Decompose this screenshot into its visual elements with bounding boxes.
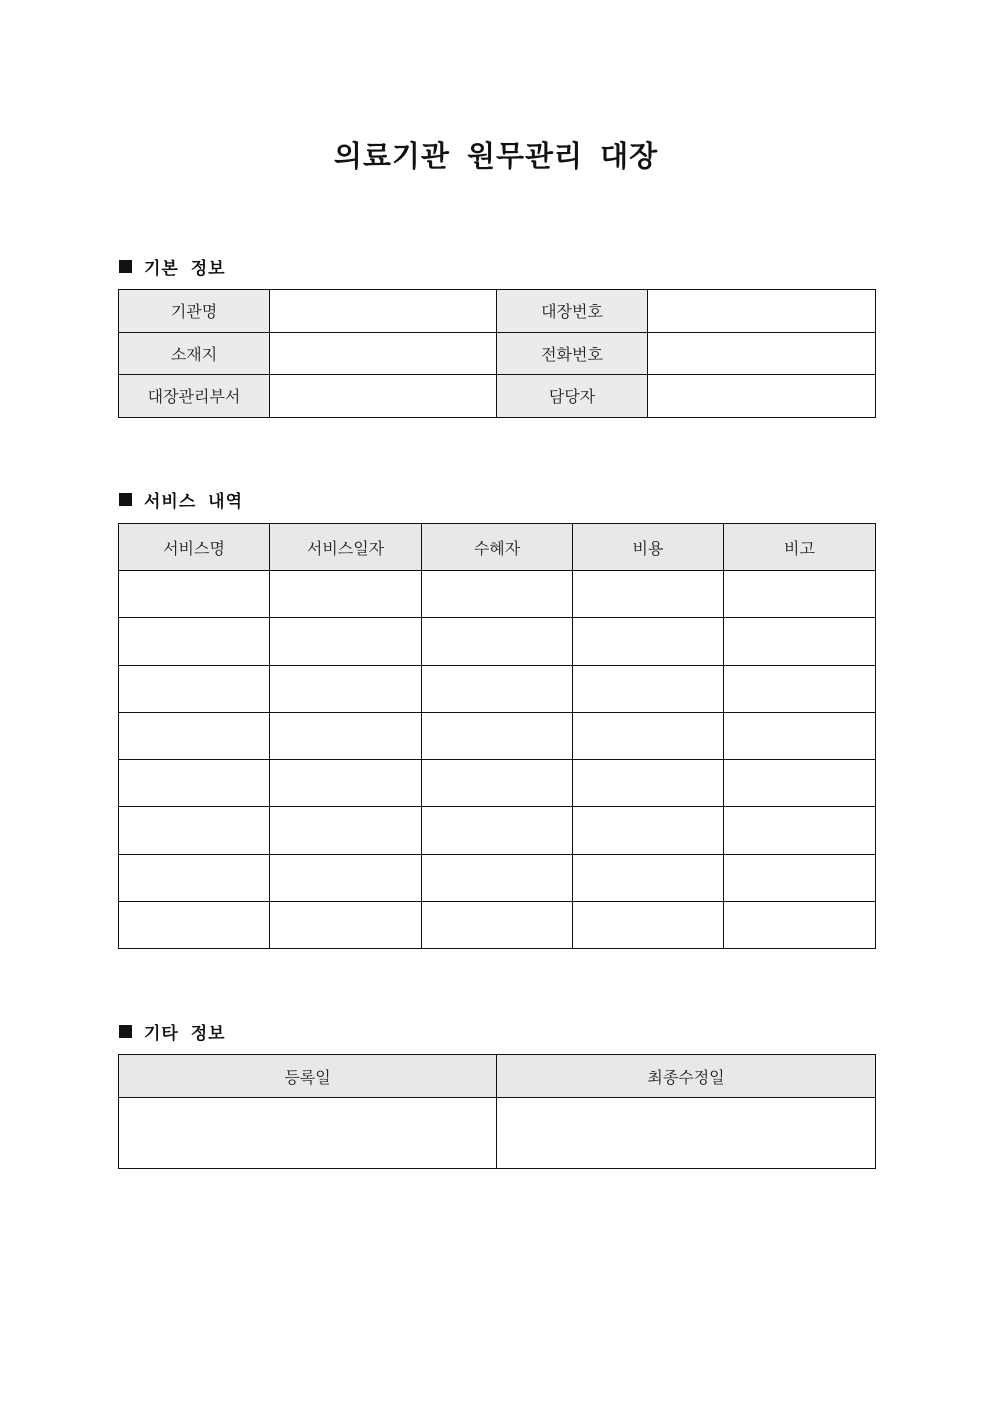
cell-beneficiary[interactable] [422,618,573,665]
cell-service-date[interactable] [270,712,422,759]
field-location[interactable] [270,332,497,375]
other-info-table [118,1054,876,1169]
field-institution-name[interactable] [270,290,497,333]
column-header-service-name: 서비스명 [119,524,270,571]
table-row [119,332,876,375]
cell-service-date[interactable] [270,760,422,807]
cell-remarks[interactable] [724,902,876,949]
cell-remarks[interactable] [724,618,876,665]
cell-service-date[interactable] [270,854,422,901]
label-managing-department: 대장관리부서 [119,375,270,418]
cell-service-name[interactable] [119,760,270,807]
column-header-last-modified-date: 최종수정일 [497,1055,876,1098]
table-row [119,290,876,333]
table-row [119,571,876,618]
cell-service-date[interactable] [270,665,422,712]
cell-remarks[interactable] [724,807,876,854]
cell-service-date[interactable] [270,902,422,949]
square-bullet-icon [119,1025,132,1038]
cell-cost[interactable] [573,854,724,901]
cell-cost[interactable] [573,665,724,712]
service-history-table [118,523,876,949]
label-location: 소재지 [119,332,270,375]
table-row [119,1098,876,1169]
column-header-cost: 비용 [573,524,724,571]
square-bullet-icon [119,493,132,506]
table-row [119,807,876,854]
cell-cost[interactable] [573,571,724,618]
cell-cost[interactable] [573,712,724,759]
cell-cost[interactable] [573,807,724,854]
cell-service-date[interactable] [270,807,422,854]
cell-service-name[interactable] [119,902,270,949]
field-managing-department[interactable] [270,375,497,418]
column-header-remarks: 비고 [724,524,876,571]
column-header-registration-date: 등록일 [119,1055,497,1098]
table-header-row [119,1055,876,1098]
cell-remarks[interactable] [724,665,876,712]
basic-info-table [118,289,876,418]
cell-beneficiary[interactable] [422,760,573,807]
field-phone-number[interactable] [648,332,876,375]
table-row [119,760,876,807]
cell-cost[interactable] [573,902,724,949]
column-header-beneficiary: 수혜자 [422,524,573,571]
label-phone-number: 전화번호 [497,332,648,375]
cell-remarks[interactable] [724,571,876,618]
table-row [119,712,876,759]
label-person-in-charge: 담당자 [497,375,648,418]
section-heading-basic [119,254,226,279]
section-heading-label: 기본 정보 [144,259,226,279]
table-row [119,902,876,949]
field-person-in-charge[interactable] [648,375,876,418]
table-header-row [119,524,876,571]
section-heading-label: 서비스 내역 [144,492,244,512]
cell-beneficiary[interactable] [422,712,573,759]
cell-service-date[interactable] [270,571,422,618]
cell-service-date[interactable] [270,618,422,665]
cell-service-name[interactable] [119,854,270,901]
cell-beneficiary[interactable] [422,902,573,949]
label-institution-name: 기관명 [119,290,270,333]
field-registration-date[interactable] [119,1098,497,1169]
cell-remarks[interactable] [724,760,876,807]
section-heading-other [119,1019,226,1044]
cell-remarks[interactable] [724,854,876,901]
table-row [119,618,876,665]
cell-service-name[interactable] [119,618,270,665]
section-heading-service [119,487,243,512]
document-title: 의료기관 원무관리 대장 [333,139,659,173]
cell-remarks[interactable] [724,712,876,759]
cell-beneficiary[interactable] [422,854,573,901]
cell-cost[interactable] [573,760,724,807]
column-header-service-date: 서비스일자 [270,524,422,571]
label-ledger-number: 대장번호 [497,290,648,333]
table-row [119,854,876,901]
square-bullet-icon [119,260,132,273]
field-last-modified-date[interactable] [497,1098,876,1169]
field-ledger-number[interactable] [648,290,876,333]
cell-service-name[interactable] [119,712,270,759]
cell-cost[interactable] [573,618,724,665]
cell-beneficiary[interactable] [422,807,573,854]
cell-service-name[interactable] [119,571,270,618]
section-heading-label: 기타 정보 [144,1024,226,1044]
table-row [119,375,876,418]
table-row [119,665,876,712]
cell-service-name[interactable] [119,665,270,712]
cell-beneficiary[interactable] [422,665,573,712]
cell-service-name[interactable] [119,807,270,854]
cell-beneficiary[interactable] [422,571,573,618]
